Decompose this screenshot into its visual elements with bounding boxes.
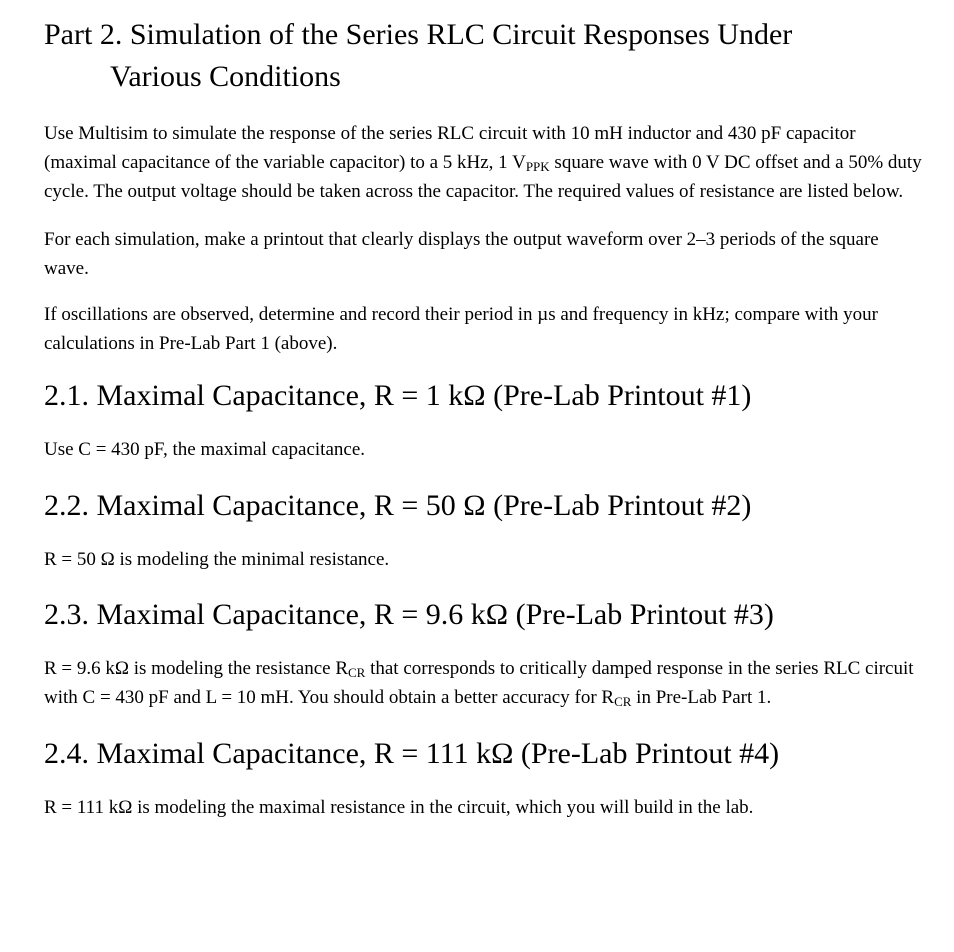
page-title <box>44 14 924 98</box>
intro-paragraph-1 <box>44 119 924 206</box>
intro-p1-text-b: square wave with 0 V DC offset and a 50% duty cycle. The output voltage should be taken across the capacitor. The required values of resistance are listed below. <box>44 152 922 202</box>
section-2-3-text-c: in Pre-Lab Part 1. <box>631 687 772 708</box>
section-2-3-text-b: that corresponds to critically damped response in the series RLC circuit with C = 430 pF and L = 10 mH. You should obtain a better accuracy for R <box>44 658 914 708</box>
section-2-3-heading: 2.3. Maximal Capacitance, R = 9.6 kΩ (Pre-Lab Printout #3) <box>44 598 774 631</box>
section-2-4-text: R = 111 kΩ is modeling the maximal resistance in the circuit, which you will build in the lab. <box>44 797 754 818</box>
section-2-1-heading: 2.1. Maximal Capacitance, R = 1 kΩ (Pre-Lab Printout #1) <box>44 379 752 412</box>
intro-p1-subscript: PPK <box>525 159 550 174</box>
section-2-2-heading: 2.2. Maximal Capacitance, R = 50 Ω (Pre-Lab Printout #2) <box>44 489 752 522</box>
intro-paragraph-3: If oscillations are observed, determine and record their period in µs and frequency in kHz; compare with your calculations in Pre-Lab Part 1 (above). <box>44 304 878 354</box>
rcr-subscript-2: CR <box>614 694 632 709</box>
title-line-2: Various Conditions <box>110 60 341 93</box>
document-page <box>44 12 924 822</box>
section-2-3-text-a: R = 9.6 kΩ is modeling the resistance R <box>44 658 348 679</box>
section-2-2-text: R = 50 Ω is modeling the minimal resistance. <box>44 549 390 570</box>
rcr-subscript-1: CR <box>348 665 366 680</box>
intro-paragraph-2: For each simulation, make a printout that clearly displays the output waveform over 2–3 periods of the square wave. <box>44 229 879 279</box>
section-2-1-text: Use C = 430 pF, the maximal capacitance. <box>44 439 366 460</box>
section-2-3-text <box>44 654 924 712</box>
section-2-4-heading: 2.4. Maximal Capacitance, R = 111 kΩ (Pre-Lab Printout #4) <box>44 737 780 770</box>
title-line-1: Part 2. Simulation of the Series RLC Circuit Responses Under <box>44 18 793 51</box>
intro-p1-text-a: Use Multisim to simulate the response of the series RLC circuit with 10 mH inductor and 430 pF capacitor (maximal capacitance of the variable capacitor) to a 5 kHz, 1 V <box>44 123 856 173</box>
